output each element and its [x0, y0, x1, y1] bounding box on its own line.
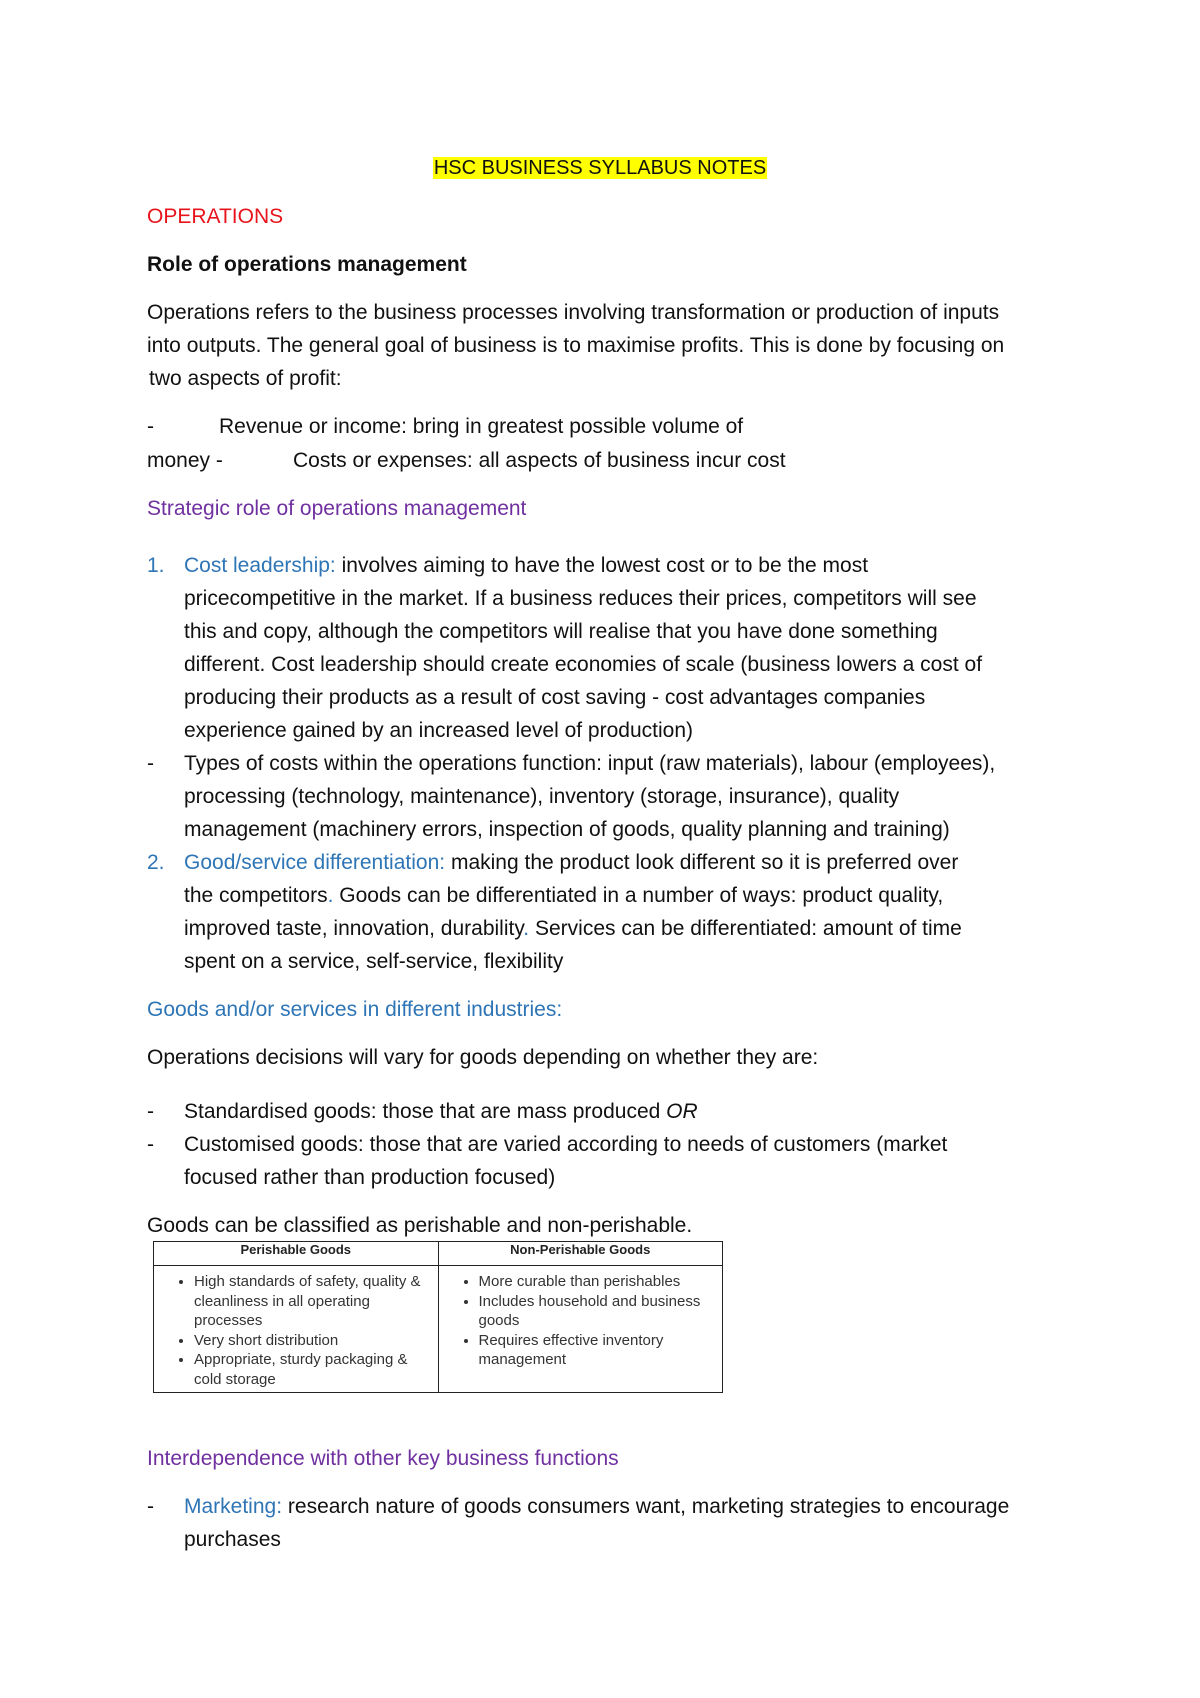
- cost-leadership-line: different. Cost leadership should create economies of scale (business lowers a cost of: [184, 653, 983, 676]
- interdependence-heading: Interdependence with other key business functions: [147, 1447, 619, 1470]
- section-heading: OPERATIONS: [147, 205, 284, 228]
- industries-intro: Operations decisions will vary for goods depending on whether they are:: [147, 1046, 819, 1069]
- standardised-dash: -: [147, 1100, 154, 1123]
- differentiation-line-3a: improved taste, innovation, durability: [184, 917, 524, 940]
- cost-leadership-line: pricecompetitive in the market. If a business reduces their prices, competitors will see: [184, 587, 977, 610]
- differentiation-line-2b: Goods can be differentiated in a number of ways: product quality,: [339, 884, 944, 907]
- cost-types-dash: -: [147, 752, 154, 775]
- strategic-heading: Strategic role of operations management: [147, 497, 527, 520]
- cost-leadership-line: experience gained by an increased level of production): [184, 719, 693, 742]
- cost-leadership-label: Cost leadership:: [184, 554, 336, 577]
- perishable-cell: [154, 1266, 439, 1393]
- differentiation-first-line: [184, 851, 958, 875]
- differentiation-line-3: [184, 917, 962, 941]
- marketing-line-2: purchases: [184, 1528, 281, 1551]
- intro-line-2: into outputs. The general goal of business is to maximise profits. This is done by focusing on: [147, 334, 1005, 357]
- cost-leadership-line: producing their products as a result of cost saving - cost advantages companies: [184, 686, 926, 709]
- cost-leadership-line: this and copy, although the competitors will realise that you have done something: [184, 620, 938, 643]
- cost-types-line: management (machinery errors, inspection of goods, quality planning and training): [184, 818, 950, 841]
- role-heading: Role of operations management: [147, 253, 467, 276]
- intro-line-3: two aspects of profit:: [149, 367, 342, 390]
- profit-costs-line: Costs or expenses: all aspects of business incur cost: [293, 449, 786, 472]
- marketing-label: Marketing:: [184, 1495, 283, 1518]
- marketing-line-1: [184, 1495, 1009, 1519]
- blue-period: .: [523, 917, 530, 940]
- table-header-non-perishable: Non-Perishable Goods: [438, 1242, 723, 1266]
- list-item: • Very short distribution: [194, 1331, 430, 1351]
- customised-dash: -: [147, 1133, 154, 1156]
- list-number-1: 1.: [147, 554, 165, 577]
- differentiation-line-2: [184, 884, 943, 908]
- profit-revenue-line: Revenue or income: bring in greatest possible volume of: [219, 415, 744, 438]
- intro-line-1: Operations refers to the business processes involving transformation or production of inputs: [147, 301, 1000, 324]
- classified-line: Goods can be classified as perishable and non-perishable.: [147, 1214, 693, 1237]
- non-perishable-cell: [438, 1266, 723, 1393]
- cost-types-line: processing (technology, maintenance), inventory (storage, insurance), quality: [184, 785, 900, 808]
- profit-dash: -: [147, 415, 154, 438]
- customised-line-2: focused rather than production focused): [184, 1166, 556, 1189]
- standardised-text: Standardised goods: those that are mass produced: [184, 1100, 661, 1123]
- or-italic: OR: [666, 1100, 698, 1123]
- customised-line-1: Customised goods: those that are varied according to needs of customers (market: [184, 1133, 948, 1156]
- cost-leadership-text: involves aiming to have the lowest cost or to be the most: [341, 554, 869, 577]
- goods-table: [153, 1241, 723, 1393]
- differentiation-label: Good/service differentiation:: [184, 851, 446, 874]
- list-item: • Includes household and business goods: [479, 1292, 715, 1331]
- marketing-text: research nature of goods consumers want, marketing strategies to encourage: [287, 1495, 1010, 1518]
- list-item: • High standards of safety, quality & cleanliness in all operating processes: [194, 1272, 430, 1331]
- list-number-2: 2.: [147, 851, 165, 874]
- differentiation-text: making the product look different so it is preferred over: [450, 851, 959, 874]
- cost-types-line: Types of costs within the operations function: input (raw materials), labour (employees),: [184, 752, 996, 775]
- list-item: • Appropriate, sturdy packaging & cold storage: [194, 1350, 430, 1389]
- list-item: • Requires effective inventory management: [479, 1331, 715, 1370]
- marketing-dash: -: [147, 1495, 154, 1518]
- differentiation-line-4: spent on a service, self-service, flexibility: [184, 950, 564, 973]
- cost-leadership-first-line: [184, 554, 868, 578]
- title-highlight: HSC BUSINESS SYLLABUS NOTES: [433, 157, 767, 179]
- page-title: [0, 156, 1200, 180]
- differentiation-line-2a: the competitors: [184, 884, 328, 907]
- standardised-goods: [184, 1100, 698, 1124]
- differentiation-line-3b: Services can be differentiated: amount of time: [534, 917, 962, 940]
- list-item: • More curable than perishables: [479, 1272, 715, 1292]
- profit-money-prefix: money -: [147, 449, 223, 472]
- blue-period: .: [327, 884, 334, 907]
- table-header-perishable: Perishable Goods: [154, 1242, 439, 1266]
- industries-heading: Goods and/or services in different industries:: [147, 998, 563, 1021]
